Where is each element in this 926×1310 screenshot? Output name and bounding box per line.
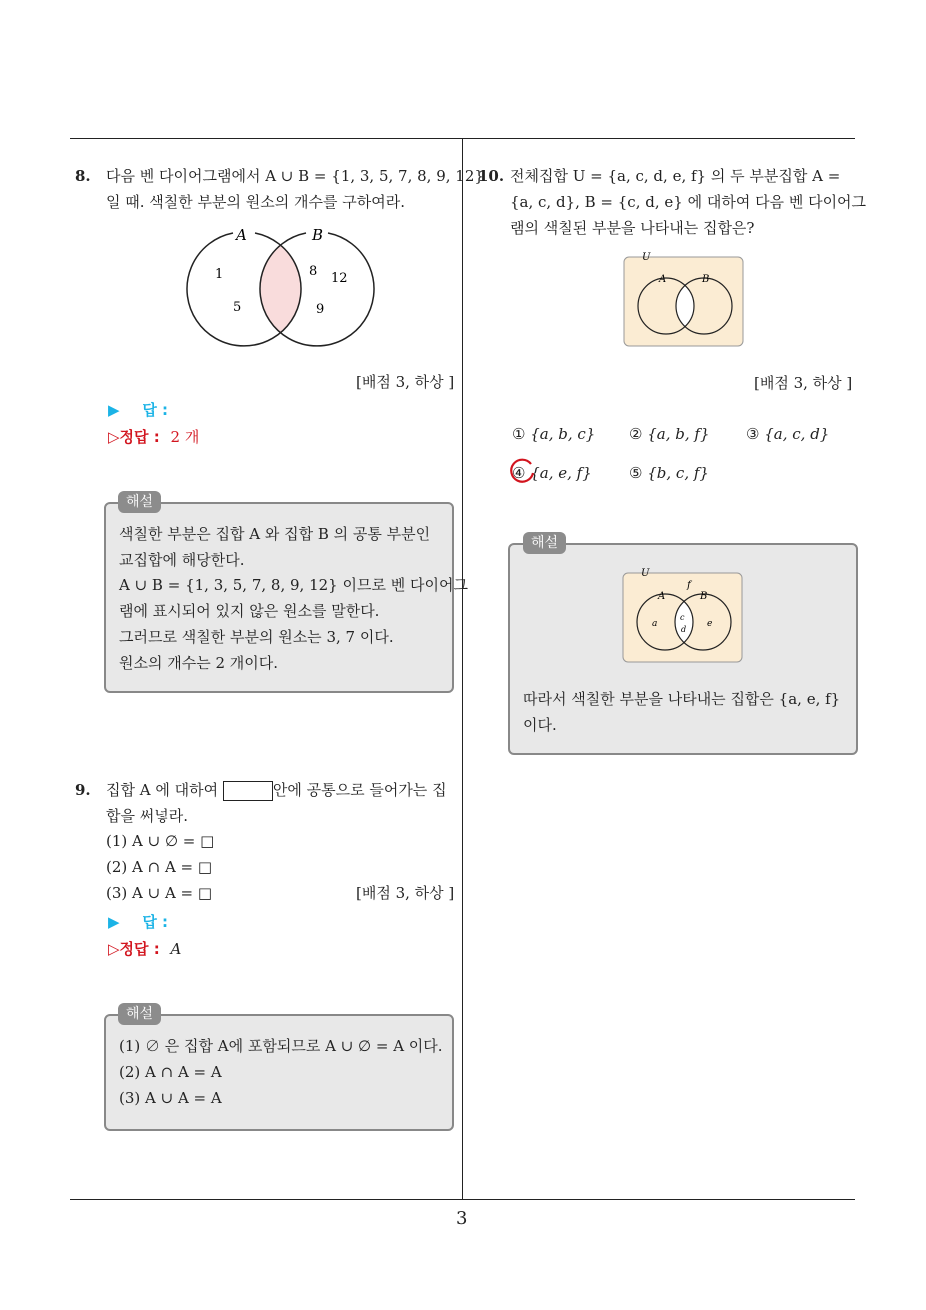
q10-choice-2[interactable]	[629, 421, 710, 447]
q9-solution-value: A	[170, 940, 182, 958]
q10-expl-venn-elem-d: d	[681, 625, 687, 634]
q9-line1-end: 안에 공통으로 들어가는 집	[272, 781, 447, 799]
q8-expl-line-5: 그러므로 색칠한 부분의 원소는 3, 7 이다.	[119, 628, 394, 646]
q10-line3: 램의 색칠된 부분을 나타내는 집합은?	[510, 219, 755, 237]
q8-number: 8.	[75, 167, 91, 185]
q10-expl-venn-elem-e: e	[707, 619, 713, 629]
q9-answer-row	[108, 909, 168, 935]
q9-item-3: (3) A ∪ A = □	[106, 884, 213, 902]
q9-number: 9.	[75, 781, 91, 799]
q9-answer-label: 답 :	[142, 913, 169, 931]
answer-arrow-icon: ▶	[108, 913, 120, 931]
q8-line2: 일 때. 색칠한 부분의 원소의 개수를 구하여라.	[106, 193, 405, 211]
q9-expl-line-2: (2) A ∩ A = A	[119, 1063, 222, 1081]
q8-venn-elem-1: 1	[215, 267, 224, 282]
correct-answer-circle-icon	[506, 456, 536, 486]
q10-choice-3-mark: ③	[746, 425, 760, 443]
q10-expl-venn-diagram	[621, 566, 745, 666]
q10-venn-label-b: B	[702, 274, 710, 285]
q8-explanation-tag: 해설	[118, 491, 161, 513]
q8-answer-label: 답 :	[142, 401, 169, 419]
q9-line1-start: 집합 A 에 대하여	[106, 781, 219, 799]
q8-solution-value: 2 개	[170, 428, 200, 446]
q10-score: [배점 3, 하상 ]	[754, 374, 853, 392]
bottom-rule	[70, 1199, 855, 1200]
q10-expl-venn-label-u: U	[641, 568, 650, 579]
q10-expl-venn-elem-a: a	[652, 619, 658, 629]
q10-choice-5[interactable]	[629, 460, 709, 486]
q9-solution-row	[108, 936, 181, 962]
solution-triangle-icon: ▷	[108, 940, 120, 958]
q9-line2: 합을 써넣라.	[106, 807, 188, 825]
q10-choice-3-text: {a, c, d}	[764, 425, 830, 443]
q9-solution-label: 정답 :	[119, 940, 160, 958]
q10-expl-line-2: 이다.	[523, 716, 557, 734]
q10-venn-label-u: U	[642, 252, 651, 263]
q8-venn-elem-5: 5	[233, 300, 242, 315]
q10-choice-1-mark: ①	[512, 425, 526, 443]
q9-line1	[106, 777, 447, 803]
q10-choice-4-text: {a, e, f}	[530, 464, 592, 482]
q9-expl-line-1: (1) ∅ 은 집합 A에 포함되므로 A ∪ ∅ = A 이다.	[119, 1037, 443, 1055]
q10-choice-2-mark: ②	[629, 425, 643, 443]
q8-expl-line-3: A ∪ B = {1, 3, 5, 7, 8, 9, 12} 이므로 벤 다이어그	[119, 576, 468, 594]
q8-solution-row	[108, 424, 199, 450]
q10-expl-venn-label-f: f	[687, 580, 691, 591]
q9-explanation-tag: 해설	[118, 1003, 161, 1025]
page-number: 3	[456, 1208, 468, 1229]
q10-choice-2-text: {a, b, f}	[647, 425, 710, 443]
q10-choice-3[interactable]	[746, 421, 829, 447]
q10-number: 10.	[478, 167, 505, 185]
q8-expl-line-6: 원소의 개수는 2 개이다.	[119, 654, 279, 672]
q10-explanation-tag: 해설	[523, 532, 566, 554]
q9-item-1: (1) A ∪ ∅ = □	[106, 832, 215, 850]
column-divider	[462, 138, 463, 1200]
answer-arrow-icon: ▶	[108, 401, 120, 419]
q9-item-2: (2) A ∩ A = □	[106, 858, 213, 876]
q8-expl-line-4: 램에 표시되어 있지 않은 원소를 말한다.	[119, 602, 380, 620]
q8-line1: 다음 벤 다이어그램에서 A ∪ B = {1, 3, 5, 7, 8, 9, 12}	[106, 167, 484, 185]
q8-venn-label-b: B	[312, 226, 324, 244]
q8-venn-elem-12: 12	[331, 271, 348, 286]
q10-choice-5-text: {b, c, f}	[647, 464, 709, 482]
q10-choice-4-mark: ④	[512, 464, 526, 482]
q10-expl-venn-label-a: A	[658, 591, 666, 602]
q10-choice-1-text: {a, b, c}	[530, 425, 596, 443]
q10-line2: {a, c, d}, B = {c, d, e} 에 대하여 다음 벤 다이어그	[510, 193, 867, 211]
q8-venn-diagram	[180, 222, 380, 348]
q8-answer-row	[108, 397, 168, 423]
q10-expl-venn-label-b: B	[700, 591, 708, 602]
q8-solution-label: 정답 :	[119, 428, 160, 446]
q9-score: [배점 3, 하상 ]	[356, 884, 455, 902]
solution-triangle-icon: ▷	[108, 428, 120, 446]
q8-venn-label-a: A	[236, 226, 247, 244]
q10-expl-line-1: 따라서 색칠한 부분을 나타내는 집합은 {a, e, f}	[523, 690, 841, 708]
q8-score: [배점 3, 하상 ]	[356, 373, 455, 391]
q10-venn-diagram	[622, 249, 746, 349]
q8-expl-line-2: 교집합에 해당한다.	[119, 551, 245, 569]
q9-blank-box	[223, 781, 273, 801]
q8-venn-elem-8: 8	[309, 264, 318, 279]
q10-line1: 전체집합 U = {a, c, d, e, f} 의 두 부분집합 A =	[510, 167, 841, 185]
q10-choice-5-mark: ⑤	[629, 464, 643, 482]
q10-choice-1[interactable]	[512, 421, 595, 447]
q10-venn-label-a: A	[659, 274, 667, 285]
q9-expl-line-3: (3) A ∪ A = A	[119, 1089, 222, 1107]
q8-venn-elem-9: 9	[316, 302, 325, 317]
q8-expl-line-1: 색칠한 부분은 집합 A 와 집합 B 의 공통 부분인	[119, 525, 431, 543]
q10-expl-venn-elem-c: c	[680, 613, 685, 622]
